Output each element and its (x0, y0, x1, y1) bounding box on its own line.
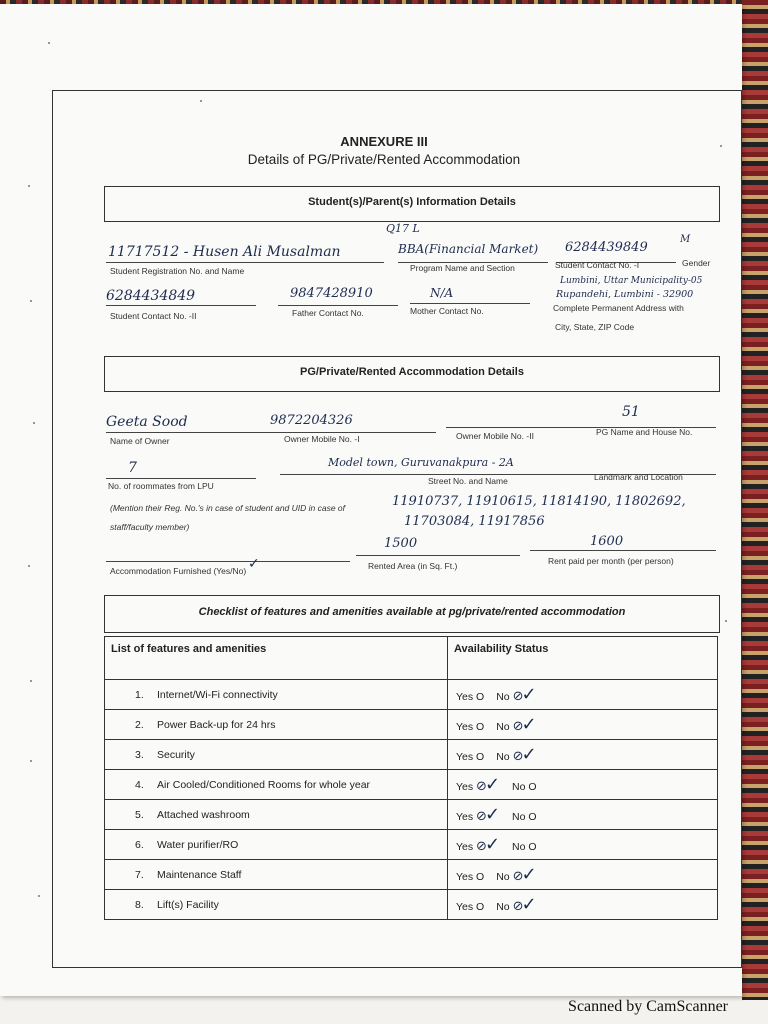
label-contact1: Student Contact No. -I (555, 260, 640, 270)
checklist-row (105, 680, 718, 710)
no-option[interactable] (496, 864, 537, 885)
feature-cell (105, 740, 448, 770)
checklist-row (105, 770, 718, 800)
address-line2-value: Rupandehi, Lumbini - 32900 (556, 289, 694, 300)
no-option[interactable] (496, 684, 537, 705)
feature-number: 2. (135, 718, 144, 731)
no-label: No (512, 811, 529, 823)
label-owner-mobile2: Owner Mobile No. -II (456, 431, 534, 441)
feature-cell (105, 860, 448, 890)
checked-radio-icon: ⊘ (476, 839, 487, 854)
check-mark-icon: ✓ (521, 894, 537, 915)
program-value: BBA(Financial Market) (398, 242, 539, 256)
checked-radio-icon: ⊘ (512, 689, 524, 704)
roommate-regs-line1: 11910737, 11910615, 11814190, 11802692, (392, 494, 686, 509)
checked-radio-icon: ⊘ (476, 779, 487, 794)
availability-cell (448, 830, 718, 860)
col-availability: Availability Status (448, 637, 718, 680)
yes-option[interactable] (456, 804, 501, 825)
no-label: No (512, 781, 529, 793)
label-street: Street No. and Name (428, 476, 508, 486)
yes-label: Yes (456, 691, 477, 703)
no-label: No (512, 841, 529, 853)
checklist-row (105, 800, 718, 830)
availability-cell (448, 710, 718, 740)
owner-name-value: Geeta Sood (106, 414, 188, 430)
availability-cell (448, 770, 718, 800)
label-gender: Gender (682, 258, 711, 268)
label-furnished: Accommodation Furnished (Yes/No) (110, 566, 247, 576)
checklist-header (104, 595, 720, 633)
address-line1-value: Lumbini, Uttar Municipality-05 (560, 276, 703, 286)
student-section-header (104, 186, 720, 222)
checklist-row (105, 890, 718, 920)
yes-label: Yes (456, 871, 477, 883)
yes-option[interactable] (456, 834, 501, 855)
label-rent: Rent paid per month (per person) (548, 556, 674, 566)
mother-contact-value: N/A (430, 286, 454, 300)
feature-cell (105, 770, 448, 800)
checklist-table (104, 636, 718, 920)
label-address2: City, State, ZIP Code (555, 322, 635, 332)
check-mark-icon: ✓ (484, 774, 501, 795)
availability-cell (448, 680, 718, 710)
label-contact2: Student Contact No. -II (110, 311, 197, 321)
checklist-title: Checklist of features and amenities available at pg/private/rented accommodation (198, 606, 626, 618)
feature-cell (105, 800, 448, 830)
no-label: No (496, 901, 513, 913)
label-mother: Mother Contact No. (410, 306, 484, 316)
feature-number: 6. (135, 838, 144, 851)
owner-mobile1-value: 9872204326 (270, 413, 353, 428)
checklist-row (105, 740, 718, 770)
label-program: Program Name and Section (410, 263, 515, 273)
radio-icon: O (528, 781, 537, 793)
label-landmark: Landmark and Location (594, 472, 683, 482)
feature-number: 5. (135, 808, 144, 821)
col-features: List of features and amenities (105, 637, 448, 680)
yes-label: Yes (456, 721, 477, 733)
gender-value: M (680, 234, 691, 245)
father-contact-value: 9847428910 (290, 286, 373, 301)
availability-cell (448, 800, 718, 830)
checked-radio-icon: ⊘ (512, 749, 524, 764)
yes-label: Yes (456, 841, 477, 853)
check-mark-icon: ✓ (521, 864, 537, 885)
feature-label: Maintenance Staff (157, 868, 242, 881)
label-mention2: staff/faculty member) (110, 522, 190, 532)
no-option[interactable] (512, 841, 537, 853)
feature-cell (105, 890, 448, 920)
feature-label: Internet/Wi-Fi connectivity (157, 688, 278, 701)
yes-label: Yes (456, 811, 477, 823)
feature-cell (105, 710, 448, 740)
no-option[interactable] (496, 744, 537, 765)
feature-label: Attached washroom (157, 808, 250, 821)
label-reg-name: Student Registration No. and Name (110, 266, 245, 276)
checklist-row (105, 860, 718, 890)
yes-label: Yes (456, 781, 477, 793)
feature-number: 4. (135, 778, 144, 791)
label-father: Father Contact No. (292, 308, 364, 318)
availability-cell (448, 860, 718, 890)
radio-icon: O (476, 691, 485, 703)
check-mark-icon: ✓ (484, 804, 501, 825)
availability-cell (448, 740, 718, 770)
checklist-row (105, 830, 718, 860)
check-mark-icon: ✓ (521, 744, 537, 765)
label-roommates: No. of roommates from LPU (108, 481, 214, 491)
no-label: No (496, 751, 513, 763)
radio-icon: O (528, 841, 537, 853)
availability-cell (448, 890, 718, 920)
no-option[interactable] (512, 811, 537, 823)
yes-option[interactable] (456, 901, 484, 913)
no-option[interactable] (512, 781, 537, 793)
no-label: No (496, 691, 513, 703)
radio-icon: O (528, 811, 537, 823)
roommates-value: 7 (128, 460, 137, 476)
radio-icon: O (476, 901, 485, 913)
checklist-row (105, 710, 718, 740)
street-value: Model town, Guruvanakpura - 2A (328, 456, 514, 469)
no-label: No (496, 721, 513, 733)
yes-option[interactable] (456, 871, 484, 883)
background-fabric-side (742, 0, 768, 1000)
roommate-regs-line2: 11703084, 11917856 (404, 514, 545, 529)
feature-label: Air Cooled/Conditioned Rooms for whole year (157, 778, 371, 791)
pg-section-header (104, 356, 720, 392)
feature-label: Lift(s) Facility (157, 898, 219, 911)
radio-icon: O (476, 751, 485, 763)
no-label: No (496, 871, 513, 883)
pg-section-title: PG/Private/Rented Accommodation Details (300, 366, 524, 378)
label-pg-name: PG Name and House No. (596, 427, 693, 437)
check-mark-icon: ✓ (484, 834, 501, 855)
label-area: Rented Area (in Sq. Ft.) (368, 561, 458, 571)
rented-area-value: 1500 (384, 536, 418, 551)
checked-radio-icon: ⊘ (512, 869, 524, 884)
feature-cell (105, 830, 448, 860)
yes-label: Yes (456, 901, 477, 913)
feature-number: 3. (135, 748, 144, 761)
feature-label: Security (157, 748, 195, 761)
checked-radio-icon: ⊘ (476, 809, 487, 824)
contact2-value: 6284434849 (106, 288, 196, 304)
feature-cell (105, 680, 448, 710)
radio-icon: O (476, 871, 485, 883)
no-option[interactable] (496, 714, 537, 735)
label-owner-mobile1: Owner Mobile No. -I (284, 434, 360, 444)
feature-label: Water purifier/RO (157, 838, 239, 851)
label-owner: Name of Owner (110, 436, 170, 446)
form-title: Details of PG/Private/Rented Accommodation (247, 152, 521, 167)
reg-name-value: 11717512 - Husen Ali Musalman (108, 244, 341, 260)
check-mark-icon: ✓ (521, 684, 537, 705)
check-mark-icon: ✓ (521, 714, 537, 735)
feature-number: 1. (135, 688, 144, 701)
annexure-title: ANNEXURE III (340, 134, 428, 149)
checked-radio-icon: ⊘ (512, 719, 524, 734)
yes-option[interactable] (456, 691, 484, 703)
scanner-watermark: Scanned by CamScanner (568, 998, 728, 1015)
section-value: Q17 L (386, 222, 420, 235)
furnished-check-icon: ✓ (248, 556, 260, 572)
feature-label: Power Back-up for 24 hrs (157, 718, 276, 731)
yes-option[interactable] (456, 751, 484, 763)
student-section-title: Student(s)/Parent(s) Information Details (308, 196, 516, 208)
rent-value: 1600 (590, 534, 624, 549)
checked-radio-icon: ⊘ (512, 899, 524, 914)
feature-number: 8. (135, 898, 144, 911)
yes-label: Yes (456, 751, 477, 763)
pg-name-value: 51 (622, 404, 640, 420)
yes-option[interactable] (456, 721, 484, 733)
radio-icon: O (476, 721, 485, 733)
feature-number: 7. (135, 868, 144, 881)
label-address: Complete Permanent Address with (553, 303, 684, 313)
yes-option[interactable] (456, 774, 501, 795)
no-option[interactable] (496, 894, 537, 915)
label-mention: (Mention their Reg. No.'s in case of student and UID in case of (110, 503, 346, 513)
contact1-value: 6284439849 (565, 240, 648, 255)
